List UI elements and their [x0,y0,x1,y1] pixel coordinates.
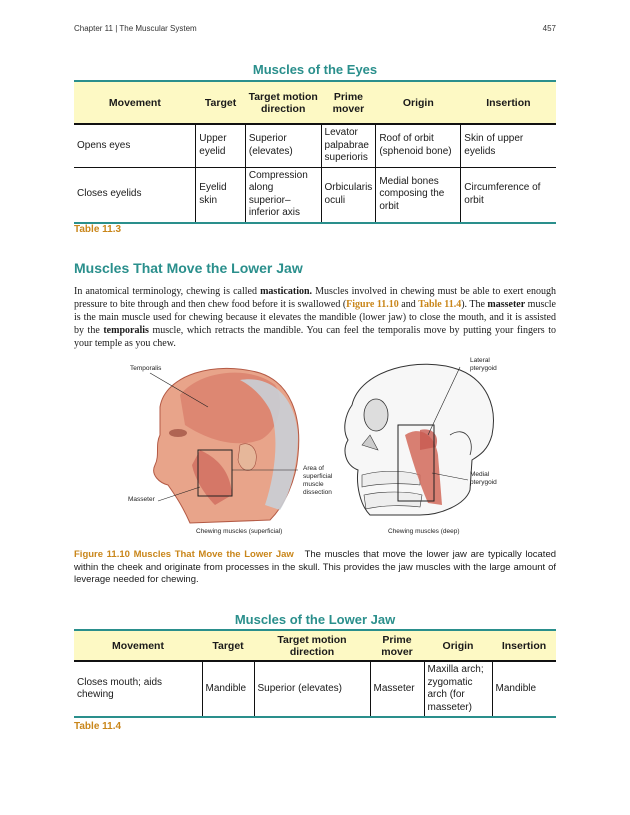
label-temporalis: Temporalis [130,365,162,372]
table2-header-row [74,630,556,661]
text-run: muscle is the main muscle used for chewing because it elevates the mandible (lower jaw) to close the mouth, and it is assisted by the [74,299,556,336]
table2-label: Table 11.4 [74,721,122,732]
table2 [74,629,556,718]
table-cell: Superior (elevates) [254,661,370,717]
label-medial-pterygoid: Medial pterygoid [470,471,497,486]
caption-superficial: Chewing muscles (superficial) [196,528,283,535]
table1-col-header: Movement [74,81,196,124]
text-run: ). The [461,299,488,310]
table2-col-header: Prime mover [370,630,424,661]
table1-col-header: Prime mover [321,81,376,124]
skull-illustration [345,364,494,515]
page-number: 457 [542,24,556,33]
table1 [74,80,556,224]
table2-col-header: Movement [74,630,202,661]
label-masseter: Masseter [128,496,155,503]
table-cell: Skin of upper eyelids [461,124,556,167]
table-link[interactable]: Table 11.4 [418,299,462,310]
table-cell: Closes eyelids [74,167,196,223]
table-cell: Roof of orbit (sphenoid bone) [376,124,461,167]
table1-col-header: Insertion [461,81,556,124]
table-cell: Maxilla arch; zygomatic arch (for masseter) [424,661,492,717]
figure-caption [74,549,556,587]
chapter-title: Chapter 11 | The Muscular System [74,24,197,33]
table-cell: Mandible [492,661,556,717]
table2-col-header: Origin [424,630,492,661]
figure-link[interactable]: Figure 11.10 [346,299,399,310]
table2-col-header: Target [202,630,254,661]
label-lateral-pterygoid: Lateral pterygoid [470,357,497,372]
table-cell: Circumference of orbit [461,167,556,223]
label-area-of-dissection: Area of superficial muscle dissection [303,465,333,496]
term-temporalis: temporalis [103,325,149,336]
table-cell: Medial bones composing the orbit [376,167,461,223]
table-cell: Orbicularis oculi [321,167,376,223]
table1-label: Table 11.3 [74,224,122,235]
table-cell: Compression along superior–inferior axis [245,167,321,223]
table2-col-header: Insertion [492,630,556,661]
table-cell: Masseter [370,661,424,717]
text-run: In anatomical terminology, chewing is called [74,286,261,297]
table2-col-header: Target motion direction [254,630,370,661]
text-run: Muscles involved in chewing must be able to exert enough pressure to bite through and then chew food before it is swallowed ( [74,286,556,310]
table-cell: Upper eyelid [196,124,246,167]
table-row [74,124,556,167]
table-cell: Superior (elevates) [245,124,321,167]
figure-caption-text: The muscles that move the lower jaw are typically located within the cheek and originate from processes in the skull. This provides the jaw muscles with the large amount of leverage needed for chewing. [74,549,557,585]
text-run: and [398,299,419,310]
table1-header-row [74,81,556,124]
page-header [74,24,556,38]
table-cell: Closes mouth; aids chewing [74,661,202,717]
table1-col-header: Target [196,81,246,124]
anatomy-illustration [120,355,510,540]
term-mastication: mastication. [260,286,313,297]
table-row [74,167,556,223]
term-masseter: masseter [487,299,526,310]
table-cell: Eyelid skin [196,167,246,223]
table-cell: Mandible [202,661,254,717]
figure-caption-title: Figure 11.10 Muscles That Move the Lower Jaw [74,549,294,560]
table-cell: Opens eyes [74,124,196,167]
table2-caption: Muscles of the Lower Jaw [234,612,396,627]
text-run: muscle, which retracts the mandible. You can feel the temporalis move by putting your fingers to your temple as you chew. [74,325,557,349]
jaw-muscles-figure [120,355,510,540]
table-row [74,661,556,717]
section-title: Muscles That Move the Lower Jaw [74,260,303,276]
caption-deep: Chewing muscles (deep) [388,528,460,535]
table1-col-header: Target motion direction [245,81,321,124]
table1-col-header: Origin [376,81,461,124]
superficial-head-illustration [150,368,299,523]
table1-caption: Muscles of the Eyes [252,62,378,77]
table-cell: Levator palpabrae superioris [321,124,376,167]
body-paragraph [74,285,556,350]
